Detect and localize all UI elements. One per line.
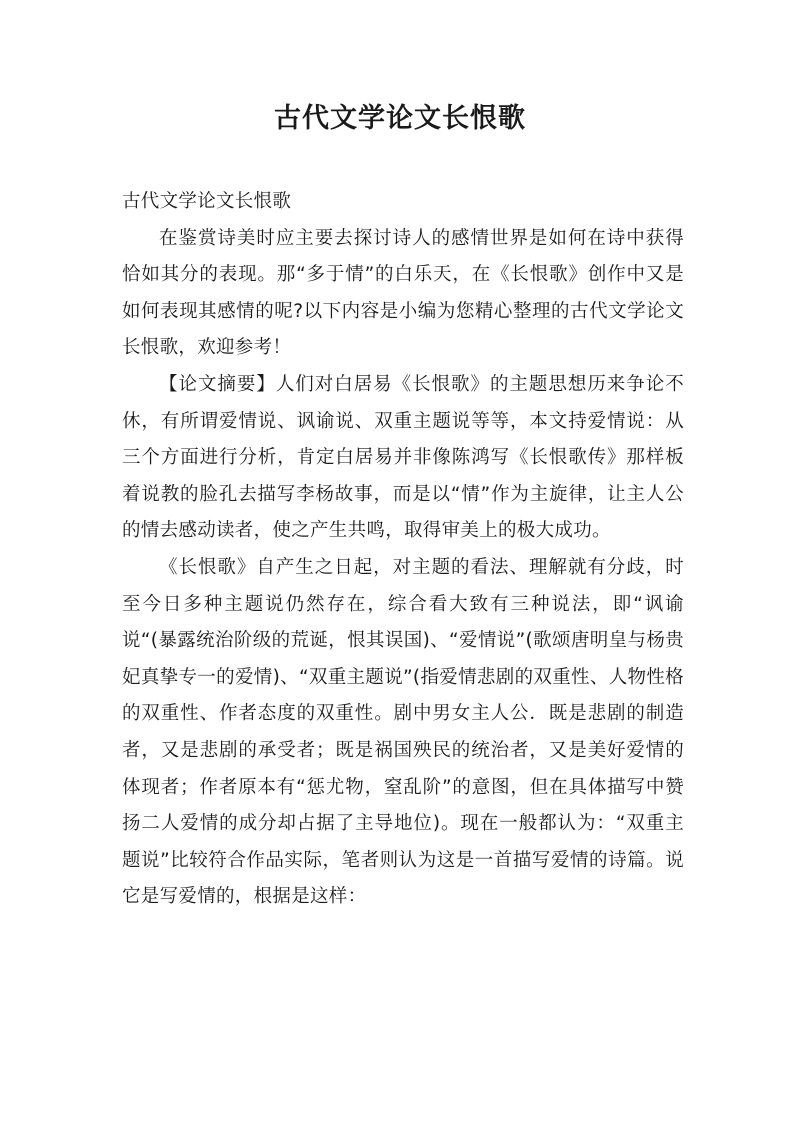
paragraph-intro: 在鉴赏诗美时应主要去探讨诗人的感情世界是如何在诗中获得恰如其分的表现。那“多于情”的白乐天，在《长恨歌》创作中又是如何表现其感情的呢?以下内容是小编为您精心整理的古代文学论文长恨歌，欢迎参考！ bbox=[122, 227, 684, 359]
paragraph-abstract: 【论文摘要】人们对白居易《长恨歌》的主题思想历来争论不休，有所谓爱情说、讽谕说、双重主题说等等，本文持爱情说：从三个方面进行分析，肯定白居易并非像陈鸿写《长恨歌传》那样板着说教的脸孔去描写李杨故事，而是以“情”作为主旋律，让主人公的情去感动读者，使之产生共鸣，取得审美上的极大成功。 bbox=[122, 373, 684, 542]
document-body bbox=[122, 184, 684, 916]
paragraph-theme-analysis: 《长恨歌》自产生之日起，对主题的看法、理解就有分歧，时至今日多种主题说仍然存在，综合看大致有三种说法，即“讽谕说“(暴露统治阶级的荒诞，恨其误国)、“爱情说”(歌颂唐明皇与杨贵妃真挚专一的爱情)、“双重主题说”(指爱情悲剧的双重性、人物性格的双重性、作者态度的双重性。剧中男女主人公．既是悲剧的制造者，又是悲剧的承受者；既是祸国殃民的统治者，又是美好爱情的体现者；作者原本有“惩尤物，窒乱阶”的意图，但在具体描写中赞扬二人爱情的成分却占据了主导地位)。现在一般都认为：“双重主题说”比较符合作品实际，笔者则认为这是一首描写爱情的诗篇。说它是写爱情的，根据是这样： bbox=[122, 556, 684, 908]
document-subtitle: 古代文学论文长恨歌 bbox=[122, 191, 292, 212]
document-title: 古代文学论文长恨歌 bbox=[274, 103, 526, 134]
